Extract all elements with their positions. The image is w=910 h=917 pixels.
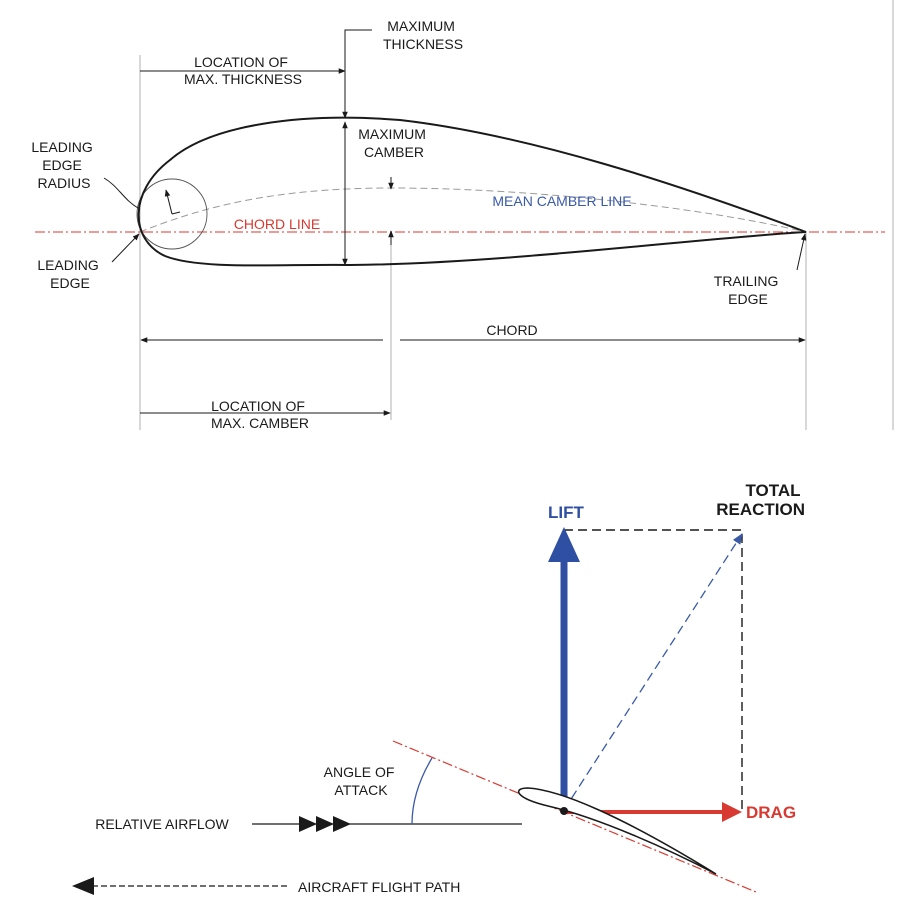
inclined-airfoil [519, 788, 716, 874]
relative-airflow-label: RELATIVE AIRFLOW [95, 816, 229, 832]
location-max-thickness-label: LOCATION OF MAX. THICKNESS [184, 54, 302, 87]
drag-label: DRAG [746, 803, 797, 822]
max-thickness-leader [345, 30, 372, 37]
mean-camber-line-label: MEAN CAMBER LINE [492, 193, 632, 209]
leading-edge-label: LEADING EDGE [37, 257, 99, 291]
drag-arrow-head [722, 802, 742, 822]
total-reaction-label: TOTAL REACTION [716, 481, 805, 519]
radius-arrow [166, 190, 172, 214]
leading-edge-arrow [112, 234, 139, 262]
trailing-edge-label: TRAILING EDGE [713, 273, 779, 307]
aircraft-flight-path-label: AIRCRAFT FLIGHT PATH [298, 879, 461, 895]
airfoil-profile [139, 118, 806, 266]
airflow-chevron-3 [333, 816, 351, 832]
maximum-camber-label: MAXIMUM CAMBER [358, 126, 426, 160]
airflow-chevron-1 [299, 816, 317, 832]
radius-tick [172, 212, 180, 214]
lift-arrow-head [548, 527, 580, 562]
total-reaction-vector [564, 534, 742, 810]
chord-line-label: CHORD LINE [233, 216, 321, 232]
airflow-chevron-2 [316, 816, 334, 832]
trailing-edge-arrow [797, 234, 805, 270]
lift-label: LIFT [548, 503, 584, 522]
location-max-camber-label: LOCATION OF MAX. CAMBER [210, 398, 310, 431]
leading-edge-radius-label: LEADING EDGE RADIUS [31, 139, 93, 191]
radius-leader [104, 178, 138, 208]
airflow-chevrons [299, 816, 351, 832]
angle-of-attack-arc [412, 758, 432, 824]
angle-of-attack-label: ANGLE OF ATTACK [323, 764, 395, 798]
center-of-pressure-dot [560, 807, 568, 815]
chord-label: CHORD [486, 322, 538, 338]
inclined-chord-line [393, 741, 756, 892]
maximum-thickness-label: MAXIMUM THICKNESS [382, 18, 464, 52]
flight-path-arrow-head [72, 877, 94, 895]
